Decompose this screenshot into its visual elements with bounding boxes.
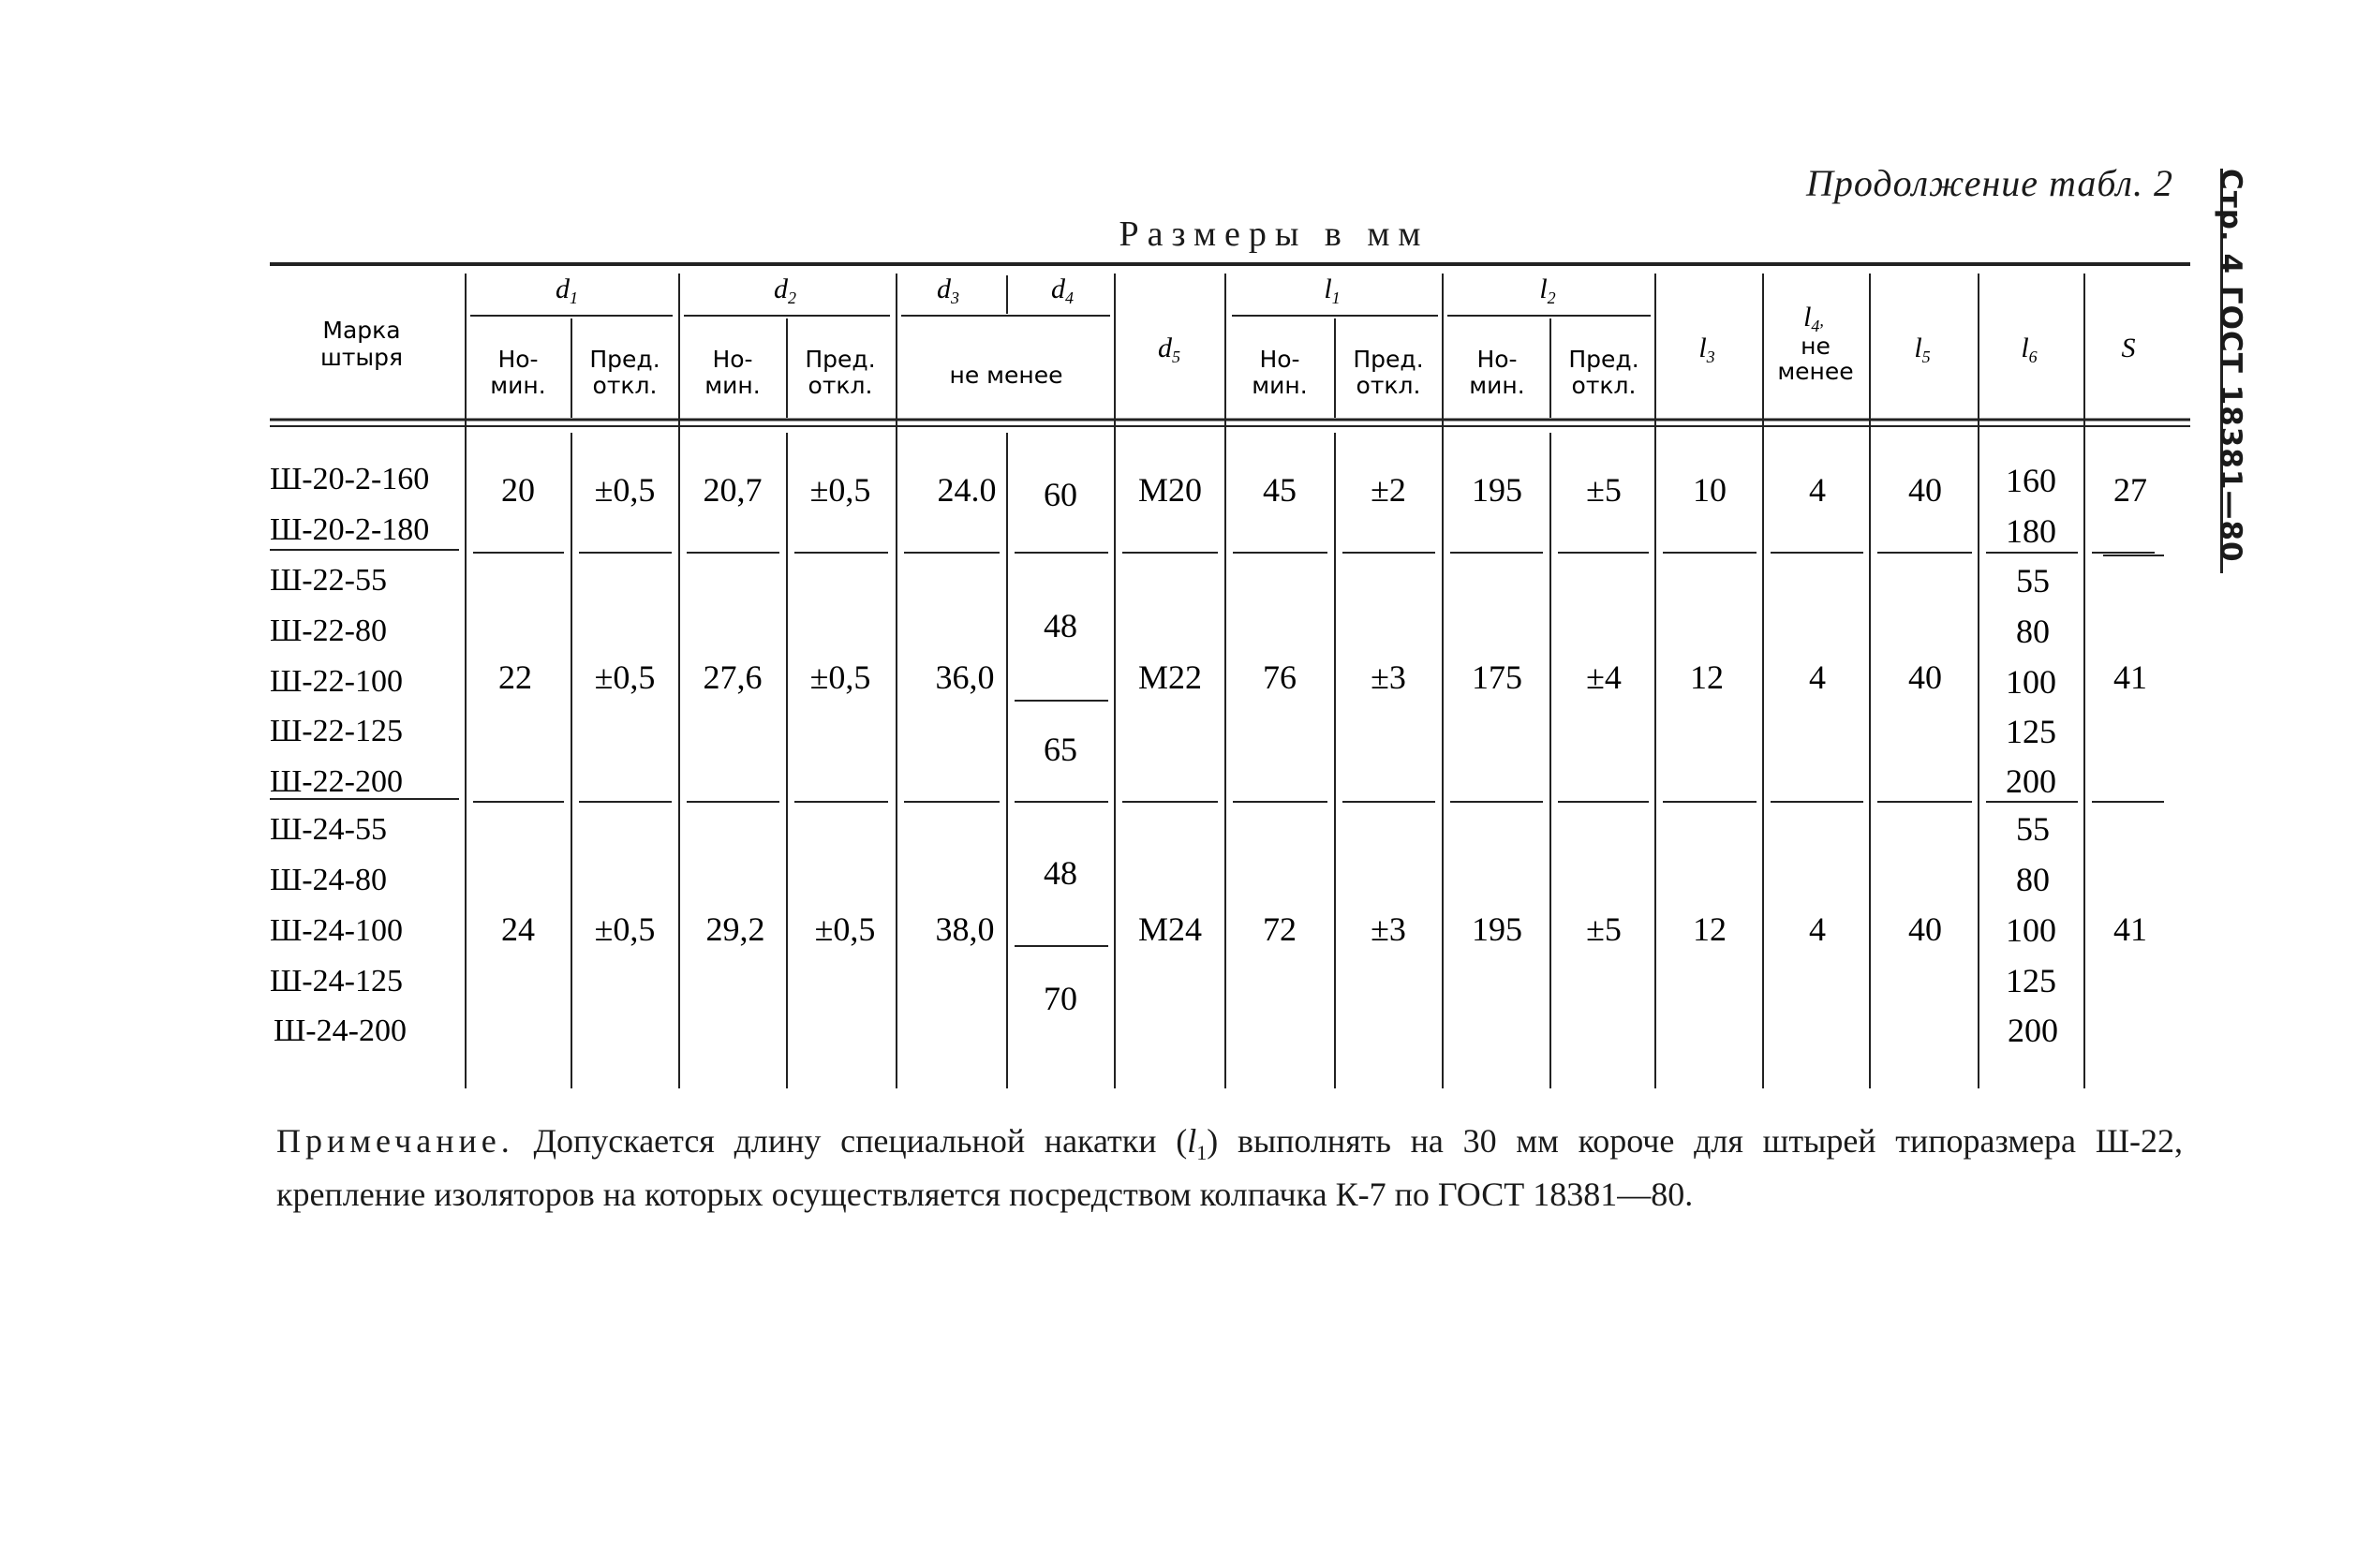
mark-cell: Ш-22-55: [270, 563, 387, 598]
d1-dev-cell: ±0,5: [594, 910, 656, 948]
l1-nom-cell: 72: [1263, 910, 1297, 948]
mark-cell: Ш-24-200: [274, 1013, 407, 1048]
l6-cell: 55: [2016, 562, 2050, 599]
s-cell: 41: [2113, 658, 2147, 696]
header-d2-nom-2: мин.: [704, 372, 761, 399]
d1-dev-cell: ±0,5: [594, 471, 656, 509]
header-l2: $l_2$: [1539, 274, 1556, 307]
group-separator-2: [270, 799, 2155, 802]
l6-cell: 55: [2016, 810, 2050, 848]
mark-cell: Ш-20-2-180: [270, 512, 430, 547]
l4-cell: 4: [1809, 471, 1826, 509]
d2-nom-cell: 20,7: [703, 471, 763, 509]
header-l1-dev-2: откл.: [1356, 372, 1421, 399]
note-symbol: l: [1187, 1122, 1197, 1160]
d3-cell: 38,0: [935, 910, 995, 948]
l5-cell: 40: [1908, 910, 1942, 948]
d4-cell: 48: [1044, 854, 1077, 892]
l3-cell: 10: [1693, 471, 1727, 509]
mark-cell: Ш-22-200: [270, 764, 403, 799]
header-l1-nom-2: мин.: [1252, 372, 1308, 399]
d2-dev-cell: ±0,5: [814, 910, 876, 948]
sizes-caption: Размеры в мм: [1119, 214, 1430, 254]
d1-nom-cell: 20: [501, 471, 535, 509]
table-group-sh22: [270, 562, 2147, 800]
s-cell: 27: [2113, 471, 2147, 509]
group-separator-1: [270, 550, 2155, 553]
l2-dev-cell: ±5: [1586, 910, 1622, 948]
table-rules: [270, 264, 2190, 1088]
l6-cell: 125: [2006, 962, 2056, 999]
header-l1-nom-1: Но-: [1259, 346, 1300, 373]
header-l2-dev-2: откл.: [1571, 372, 1637, 399]
l2-dev-cell: ±4: [1586, 658, 1622, 696]
l3-cell: 12: [1690, 658, 1724, 696]
table-group-sh20: [270, 462, 2147, 550]
d1-nom-cell: 24: [501, 910, 535, 948]
header-l6: $l_6$: [2021, 333, 2038, 366]
header-d3-d4-not-less: не менее: [949, 362, 1063, 389]
d5-cell: M20: [1137, 471, 1203, 509]
d1-dev-cell: ±0,5: [594, 658, 656, 696]
l2-nom-cell: 195: [1472, 471, 1522, 509]
mark-cell: Ш-24-125: [270, 964, 403, 998]
mark-cell: Ш-22-100: [270, 664, 403, 699]
l6-cell: 180: [2006, 512, 2056, 550]
l1-dev-cell: ±3: [1371, 910, 1406, 948]
header-d1-nom-2: мин.: [490, 372, 546, 399]
l2-nom-cell: 195: [1472, 910, 1522, 948]
l1-dev-cell: ±3: [1371, 658, 1406, 696]
d1-nom-cell: 22: [498, 658, 532, 696]
header-d1-dev-2: откл.: [592, 372, 658, 399]
l3-cell: 12: [1693, 910, 1727, 948]
header-d2-dev-1: Пред.: [805, 346, 876, 373]
l4-cell: 4: [1809, 910, 1826, 948]
l2-dev-cell: ±5: [1586, 471, 1622, 509]
d4-cell: 60: [1044, 476, 1077, 513]
header-d4: $d_4$: [1051, 274, 1074, 307]
l2-nom-cell: 175: [1472, 658, 1522, 696]
note-text-a: Допускается длину специальной накатки (: [513, 1122, 1188, 1160]
mark-cell: Ш-24-100: [270, 913, 403, 948]
header-d2-dev-2: откл.: [808, 372, 873, 399]
header-l4: $l_4^,$: [1803, 302, 1824, 335]
header-l2-nom-1: Но-: [1476, 346, 1518, 373]
note-symbol-sub: 1: [1196, 1141, 1208, 1165]
header-l4-note-2: менее: [1777, 358, 1854, 385]
header-d1: $d_1$: [556, 274, 578, 307]
header-l3: $l_3$: [1698, 333, 1715, 366]
d4-cell: 65: [1044, 731, 1077, 768]
table-header: [320, 274, 2136, 399]
d3-cell: 24.0: [937, 471, 997, 509]
l6-cell: 80: [2016, 861, 2050, 898]
table-group-sh24: [270, 810, 2147, 1049]
l6-cell: 200: [2008, 1012, 2058, 1049]
d2-nom-cell: 27,6: [703, 658, 763, 696]
header-d2-nom-1: Но-: [712, 346, 753, 373]
d5-cell: M24: [1137, 910, 1203, 948]
header-d1-dev-1: Пред.: [589, 346, 660, 373]
header-l5: $l_5$: [1914, 333, 1931, 366]
mark-cell: Ш-24-55: [270, 812, 387, 847]
mark-cell: Ш-22-80: [270, 614, 387, 648]
l6-cell: 200: [2006, 762, 2056, 800]
header-d2: $d_2$: [774, 274, 796, 307]
d2-dev-cell: ±0,5: [809, 658, 871, 696]
header-d1-nom-1: Но-: [497, 346, 539, 373]
l1-nom-cell: 45: [1263, 471, 1297, 509]
mark-cell: Ш-22-125: [270, 714, 403, 748]
side-header-text: Стр. 4 ГОСТ 18381—80: [2214, 169, 2247, 563]
d4-cell: 48: [1044, 607, 1077, 644]
l6-cell: 160: [2006, 462, 2056, 499]
mark-cell: Ш-20-2-160: [270, 462, 430, 496]
l6-cell: 100: [2006, 663, 2056, 701]
header-mark-line-1: Марка: [322, 317, 401, 344]
l1-nom-cell: 76: [1263, 658, 1297, 696]
s-cell: 41: [2113, 910, 2147, 948]
d4-cell: 70: [1044, 980, 1077, 1017]
header-l4-note-1: не: [1801, 333, 1831, 360]
header-d5: $d_5$: [1158, 333, 1180, 366]
d3-cell: 36,0: [935, 658, 995, 696]
note-lead: Примечание.: [276, 1122, 514, 1160]
l4-cell: 4: [1809, 658, 1826, 696]
header-d3: $d_3$: [937, 274, 959, 307]
l5-cell: 40: [1908, 471, 1942, 509]
header-l1: $l_1$: [1324, 274, 1341, 307]
l1-dev-cell: ±2: [1371, 471, 1406, 509]
l5-cell: 40: [1908, 658, 1942, 696]
d2-nom-cell: 29,2: [705, 910, 765, 948]
l6-cell: 100: [2006, 911, 2056, 949]
d5-cell: M22: [1137, 658, 1203, 696]
table-continuation-label: Продолжение табл. 2: [1805, 162, 2173, 204]
table-note: [276, 1120, 2183, 1215]
header-l1-dev-1: Пред.: [1353, 346, 1424, 373]
l6-cell: 125: [2006, 713, 2056, 750]
header-l2-nom-2: мин.: [1469, 372, 1525, 399]
mark-cell: Ш-24-80: [270, 863, 387, 897]
header-l2-dev-1: Пред.: [1568, 346, 1639, 373]
d2-dev-cell: ±0,5: [809, 471, 871, 509]
header-mark-line-2: штыря: [319, 344, 404, 371]
l6-cell: 80: [2016, 613, 2050, 650]
header-s: S: [2121, 333, 2136, 363]
note-text-b: ) выполнять на 30 мм короче для штырей типоразмера Ш-22, крепление изоляторов на которых осуществляется посредством колпачка К-7 по ГОСТ 18381—80.: [276, 1122, 2184, 1214]
